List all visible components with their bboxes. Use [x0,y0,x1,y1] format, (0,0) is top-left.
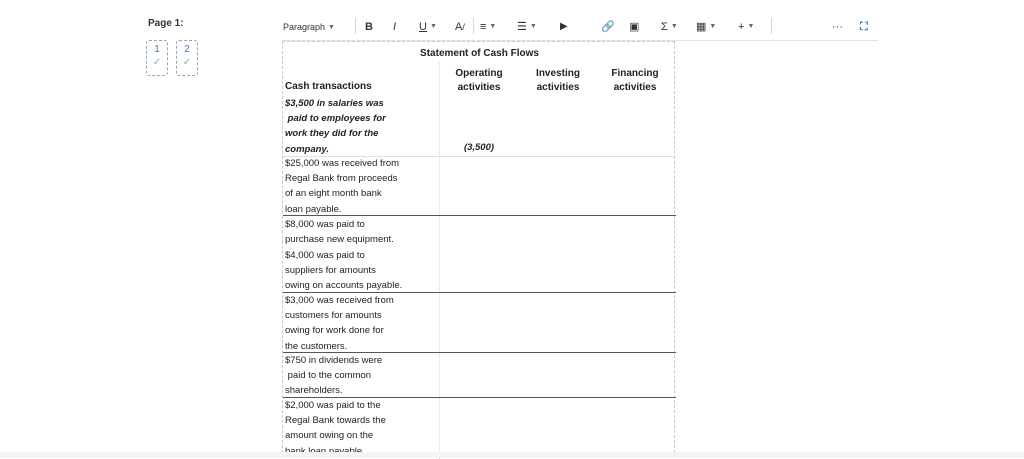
editor-toolbar [283,14,878,41]
column-header-line: Investing [536,68,580,79]
image-button[interactable] [629,20,639,34]
row-text-line: $25,000 was received from [285,158,400,169]
toolbar-divider [771,18,772,34]
link-button[interactable] [601,20,615,34]
row-text-line: owing for work done for [285,325,384,337]
toolbar-divider [473,18,474,34]
row-text-line: purchase new equipment. [285,234,394,246]
row-text-line: loan payable. [285,203,342,215]
toolbar-divider [355,18,356,34]
row-text-line: Regal Bank towards the [285,415,386,427]
check-icon: ✓ [182,57,192,68]
row-text-line: Regal Bank from proceeds [285,173,398,185]
list-button[interactable] [517,20,537,34]
column-header-line: activities [457,82,501,93]
check-icon: ✓ [152,57,162,68]
row-text-line: $750 in dividends were [285,355,383,366]
expand-icon[interactable]: ⛶ [860,21,868,33]
chevron-down-icon: ▼ [747,23,755,31]
text-color-button[interactable] [455,20,465,34]
equation-button[interactable] [661,20,678,34]
transaction-row-2[interactable] [285,156,433,217]
column-header-line: activities [613,82,657,93]
chevron-down-icon: ▼ [709,23,717,31]
media-icon: ▶ [560,21,568,32]
row-divider [283,215,676,216]
column-header-financing [597,67,673,95]
page-label: Page 1: [148,18,184,29]
row-text-line: paid to the common [285,370,372,382]
align-button[interactable] [480,20,496,34]
transaction-row-1[interactable] [285,96,433,157]
page-button-2[interactable] [176,40,198,76]
row-text-line: suppliers for amounts [285,265,376,277]
row-text-line: paid to employees for [285,113,386,125]
list-icon: ☰ [517,21,527,33]
row-text-line: $3,500 in salaries was [285,98,384,109]
text-color-icon: A [455,21,463,33]
column-header-line: Operating [455,68,503,79]
insert-button[interactable] [738,20,754,34]
chevron-down-icon: ▼ [429,23,437,31]
row-text-line: company. [285,143,329,155]
column-header-operating [441,67,517,95]
more-options-button[interactable]: ··· [832,21,843,33]
transaction-row-3[interactable] [285,217,433,247]
row-text-line: the customers. [285,340,348,352]
paragraph-style-dropdown[interactable] [283,20,335,35]
chevron-down-icon: ▼ [529,23,537,31]
underline-button[interactable] [419,20,437,34]
sum-icon: Σ [661,21,668,33]
table-button[interactable] [696,20,716,34]
row-text-line: of an eight month bank [285,188,382,200]
transaction-row-5[interactable] [285,293,433,354]
transaction-row-7[interactable] [285,398,433,459]
underline-icon: U [419,21,427,33]
bottom-edge [0,452,1024,458]
table-icon: ▦ [696,21,707,33]
operating-value-row-1[interactable]: (3,500) [463,142,495,153]
column-header-investing [520,67,596,95]
page-number: 1 [154,44,160,55]
page-number: 2 [184,44,190,55]
row-text-line: owing on accounts payable. [285,280,403,292]
document-title: Statement of Cash Flows [420,48,539,59]
cash-flow-document [282,41,675,458]
chevron-down-icon: ▼ [670,23,678,31]
chevron-down-icon: ▼ [328,23,335,31]
row-text-line: work they did for the [285,128,379,140]
column-header-line: Financing [611,68,659,79]
cash-transactions-header: Cash transactions [285,81,372,92]
column-header-line: activities [536,82,580,93]
italic-button[interactable]: I [393,21,397,33]
media-button[interactable] [560,20,568,34]
transaction-row-4[interactable] [285,248,433,294]
plus-icon: + [738,21,745,33]
row-text-line: customers for amounts [285,310,382,322]
row-text-line: amount owing on the [285,430,374,442]
page-button-1[interactable] [146,40,168,76]
paragraph-style-label: Paragraph [283,22,326,32]
row-text-line: shareholders. [285,385,343,397]
row-text-line: $3,000 was received from [285,295,394,306]
link-icon: 🔗 [601,21,615,33]
align-icon: ≡ [480,21,487,33]
row-text-line: $8,000 was paid to [285,219,365,230]
row-text-line: $4,000 was paid to [285,250,365,261]
transaction-row-6[interactable] [285,353,433,399]
row-text-line: $2,000 was paid to the [285,400,381,411]
column-divider [439,63,440,459]
image-icon: ▣ [629,21,640,33]
chevron-down-icon: ▼ [489,23,497,31]
slash-mark: / [462,22,465,32]
bold-button[interactable]: B [365,21,373,33]
